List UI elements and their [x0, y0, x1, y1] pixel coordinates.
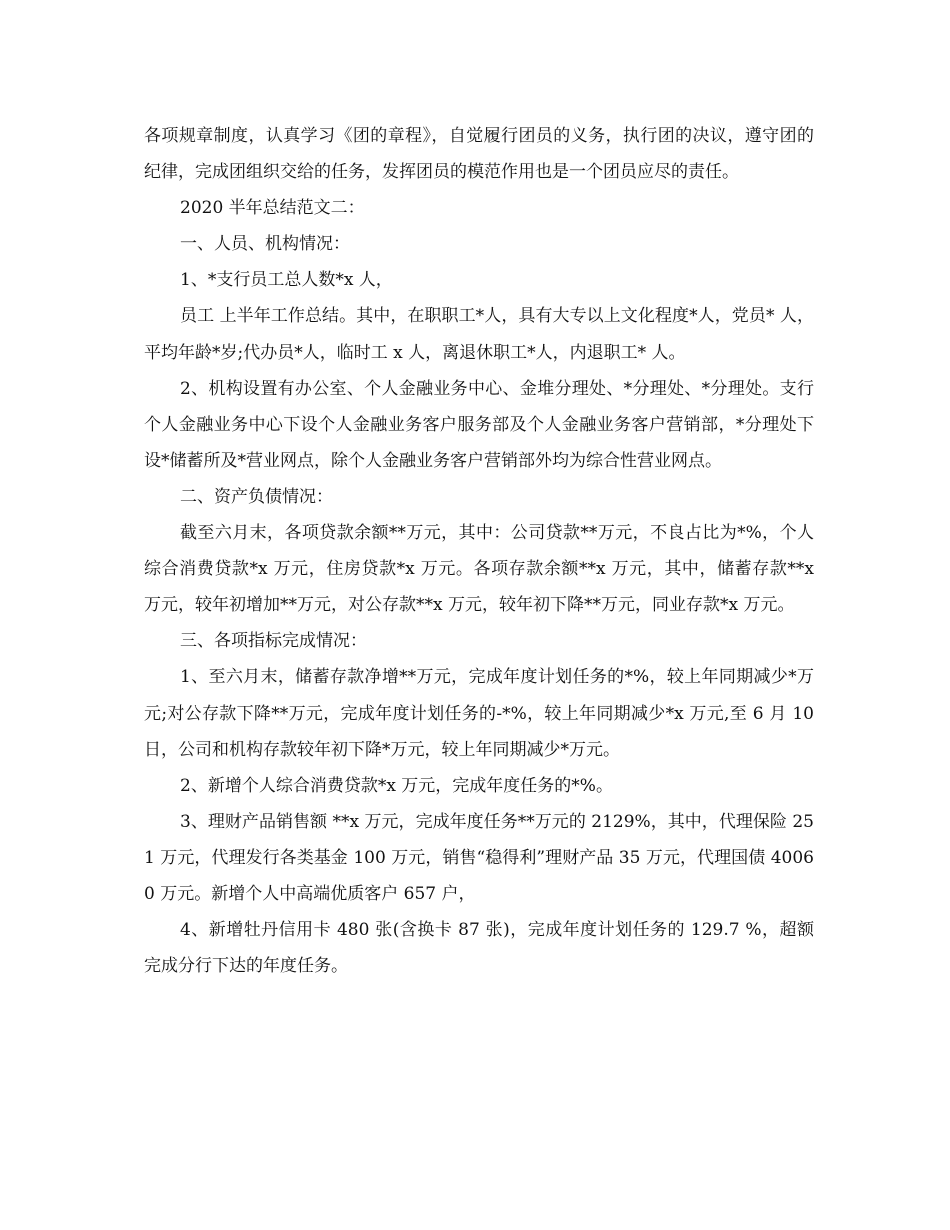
- document-body: [144, 118, 814, 984]
- section-heading-indicators: 三、各项指标完成情况：: [180, 631, 367, 652]
- paragraph-indicator-1: 1、至六月末，储蓄存款净增**万元，完成年度计划任务的*%，较上年同期减少*万元;对公存款下降**万元，完成年度计划任务的-*%，较上年同期减少*x 万元,至 6 月 10 日，公司和机构存款较年初下降*万元，较上年同期减少*万元。: [144, 667, 814, 760]
- section-heading-personnel: 一、人员、机构情况：: [180, 234, 350, 255]
- paragraph-staff-count: 1、*支行员工总人数*x 人，: [180, 270, 393, 291]
- paragraph-organization: 2、机构设置有办公室、个人金融业务中心、金堆分理处、*分理处、*分理处。支行个人金融业务中心下设个人金融业务客户服务部及个人金融业务客户营销部，*分理处下设*储蓄所及*营业网点，除个人金融业务客户营销部外均为综合性营业网点。: [144, 378, 814, 471]
- paragraph-assets-detail: 截至六月末，各项贷款余额**万元，其中：公司贷款**万元，不良占比为*%，个人综合消费贷款*x 万元，住房贷款*x 万元。各项存款余额**x 万元，其中，储蓄存款**x 万元，较年初增加**万元，对公存款**x 万元，较年初下降**万元，同业存款*x 万元。: [144, 523, 814, 616]
- section-heading-assets: 二、资产负债情况：: [180, 486, 333, 507]
- paragraph-staff-detail: 员工 上半年工作总结。其中，在职职工*人，具有大专以上文化程度*人，党员* 人，平均年龄*岁;代办员*人，临时工 x 人，离退休职工*人，内退职工* 人。: [144, 306, 814, 363]
- paragraph-indicator-3: 3、理财产品销售额 **x 万元，完成年度任务**万元的 2129%，其中，代理保险 251 万元，代理发行各类基金 100 万元，销售“稳得利”理财产品 35 万元，代理国债 40060 万元。新增个人中高端优质客户 657 户，: [144, 811, 814, 904]
- paragraph-team-duty: 各项规章制度，认真学习《团的章程》，自觉履行团员的义务，执行团的决议，遵守团的纪律，完成团组织交给的任务，发挥团员的模范作用也是一个团员应尽的责任。: [144, 126, 814, 183]
- paragraph-indicator-4: 4、新增牡丹信用卡 480 张(含换卡 87 张)，完成年度计划任务的 129.7 %，超额完成分行下达的年度任务。: [144, 920, 814, 977]
- paragraph-indicator-2: 2、新增个人综合消费贷款*x 万元，完成年度任务的*%。: [180, 775, 613, 796]
- paragraph-title-2020: 2020 半年总结范文二：: [180, 198, 365, 219]
